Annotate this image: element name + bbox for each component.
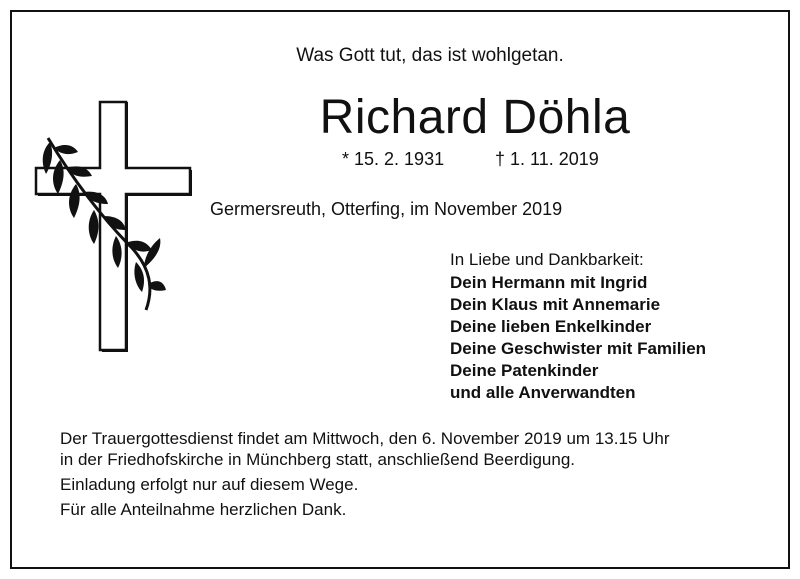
deceased-name: Richard Döhla [319,91,631,144]
invitation-note: Einladung erfolgt nur auf diesem Wege. [60,475,359,494]
service-info [60,428,669,470]
thanks-note: Für alle Anteilnahme herzlichen Dank. [60,500,347,519]
service-line: in der Friedhofskirche in Münchberg statt, anschließend Beerdigung. [60,450,576,469]
mourner-entry: Dein Hermann mit Ingrid [450,273,648,292]
service-line: Der Trauergottesdienst findet am Mittwoch, den 6. November 2019 um 13.15 Uhr [60,429,670,448]
motto: Was Gott tut, das ist wohlgetan. [296,45,564,66]
mourners-intro: In Liebe und Dankbarkeit: [450,250,644,269]
mourners-list [450,272,706,404]
mourner-entry: Deine Geschwister mit Familien [450,339,707,358]
cross-with-palm-branch-icon [32,98,202,360]
place-and-date: Germersreuth, Otterfing, im November 2019 [210,199,563,219]
death-date: † 1. 11. 2019 [495,149,599,169]
mourner-entry: Deine Patenkinder [450,361,599,380]
birth-date: * 15. 2. 1931 [342,149,445,169]
mourner-entry: und alle Anverwandten [450,383,636,402]
mourner-entry: Deine lieben Enkelkinder [450,317,652,336]
mourner-entry: Dein Klaus mit Annemarie [450,295,661,314]
